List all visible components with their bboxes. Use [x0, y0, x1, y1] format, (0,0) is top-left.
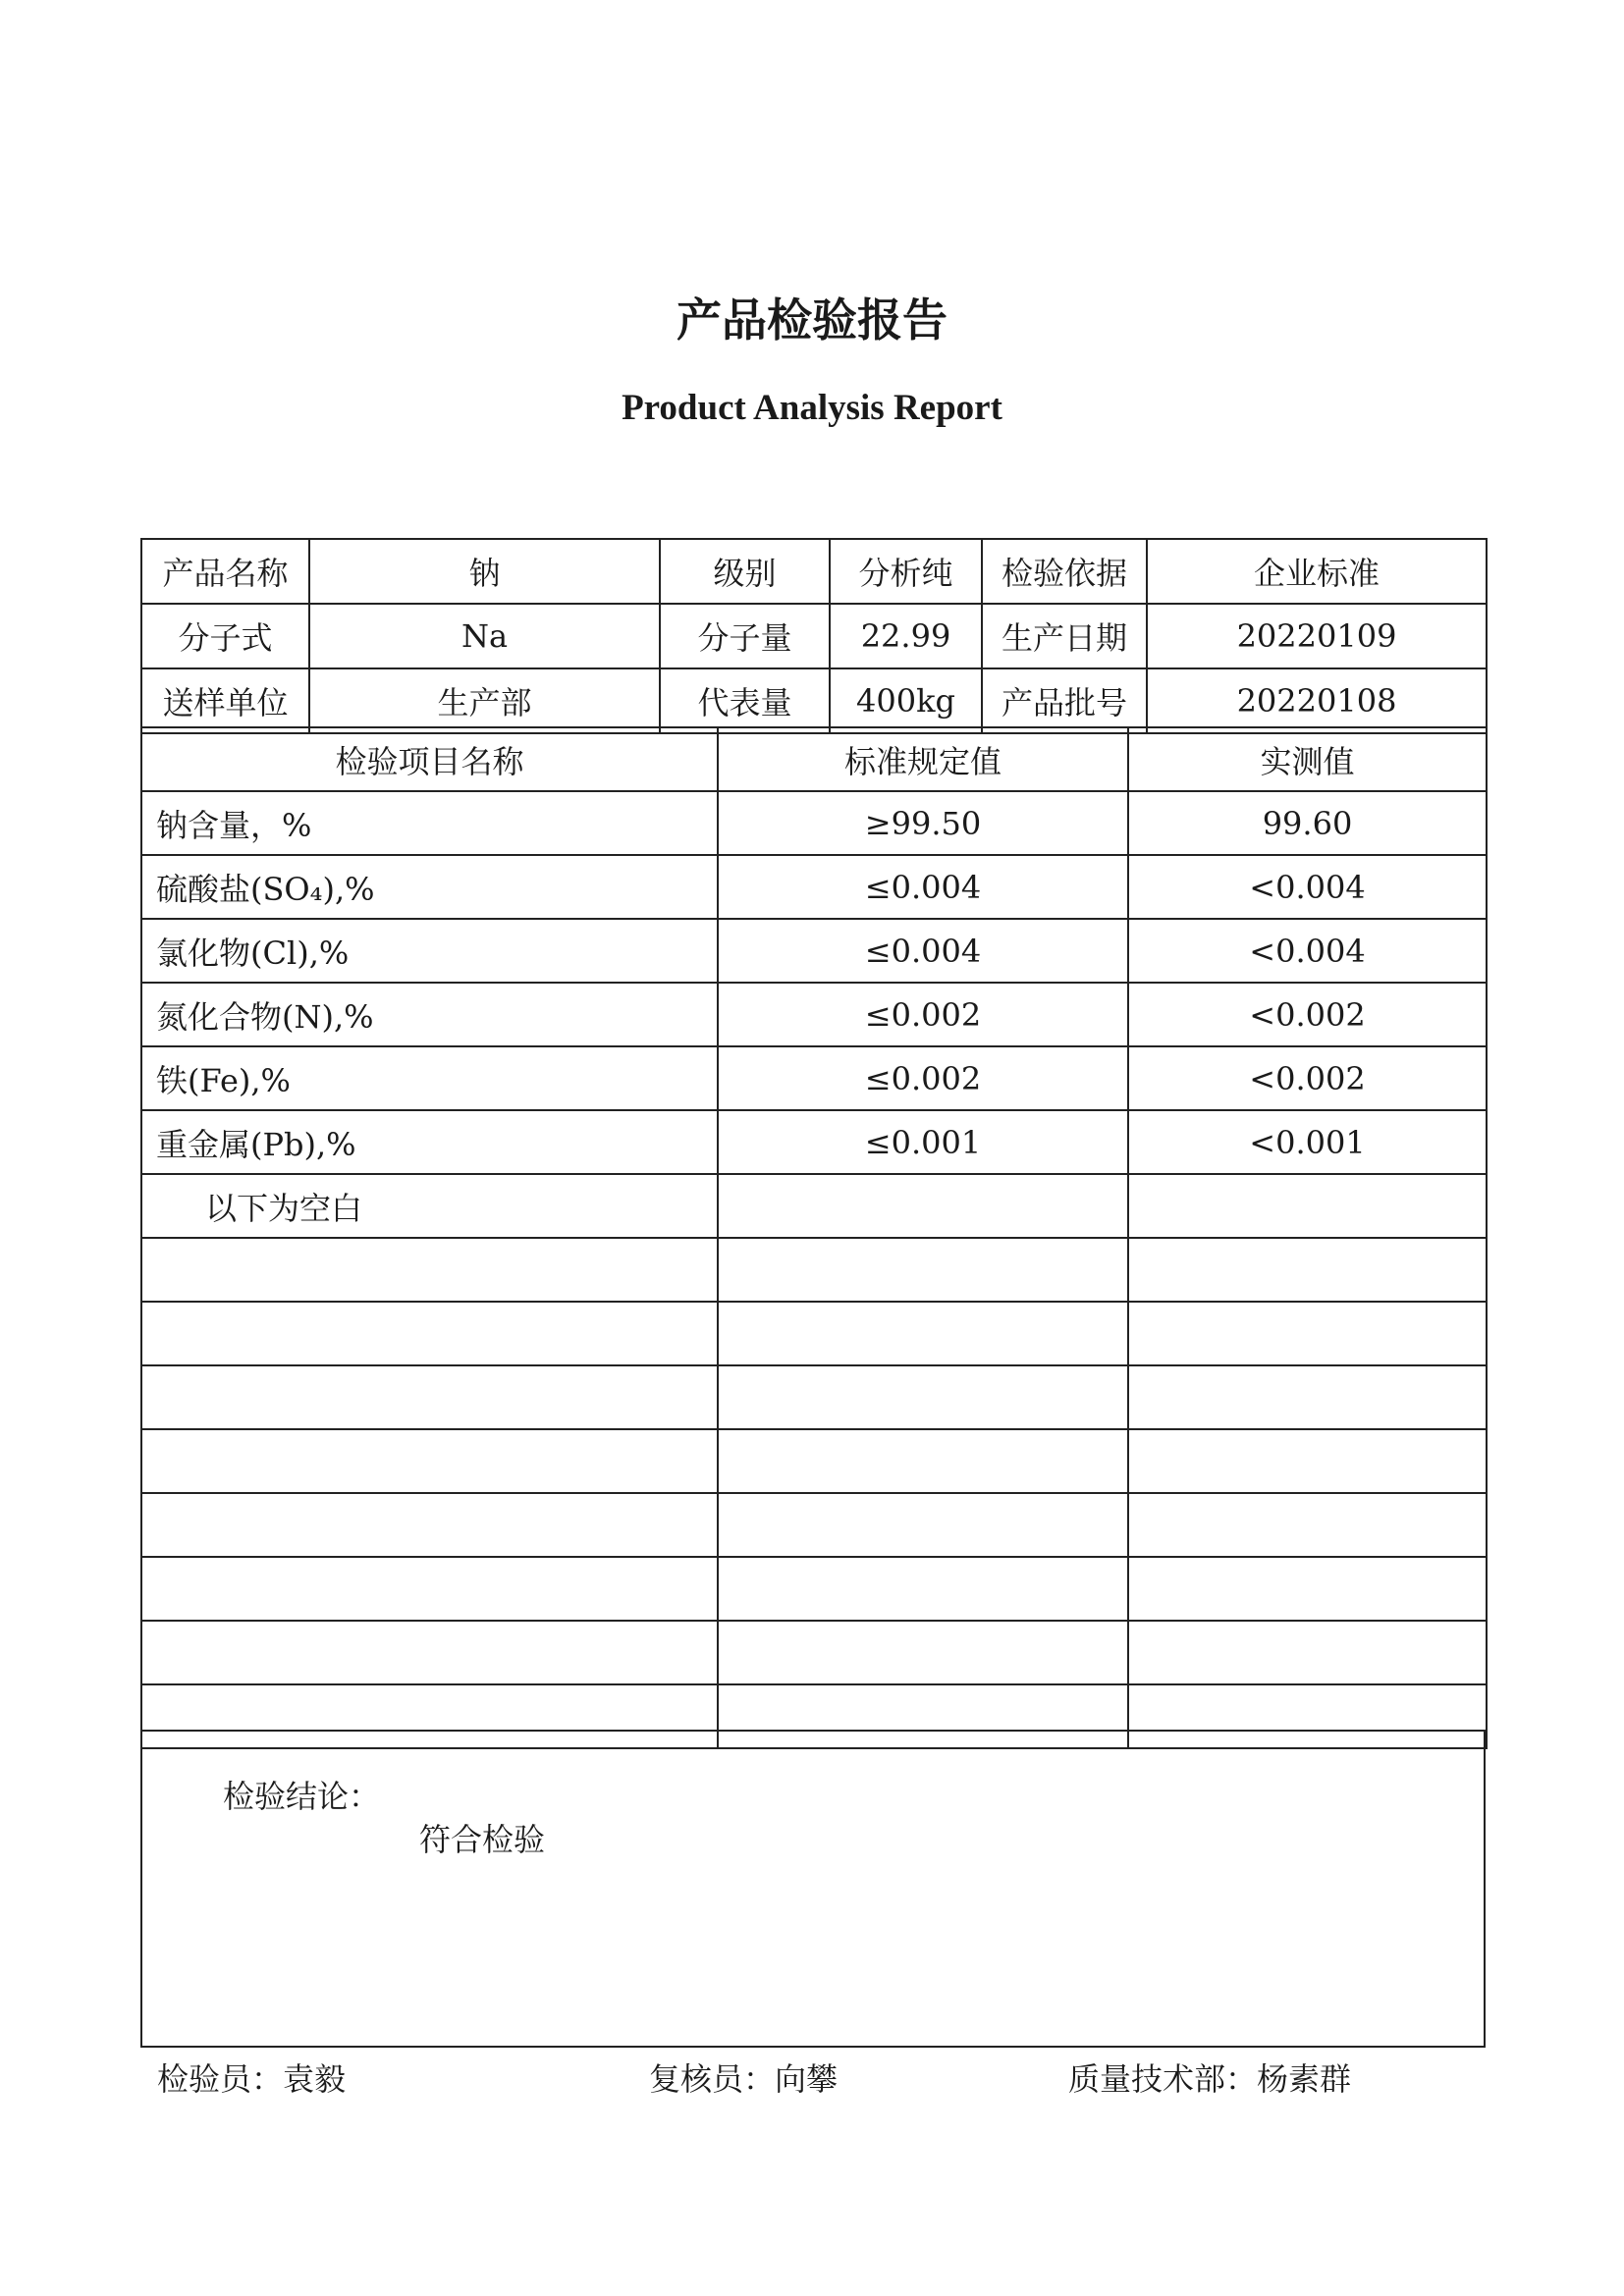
empty-cell — [718, 1621, 1128, 1684]
empty-cell — [1128, 1238, 1487, 1302]
empty-cell — [141, 1238, 718, 1302]
empty-cell — [141, 1493, 718, 1557]
quality-dept-signature: 质量技术部：杨素群 — [1068, 2060, 1352, 2098]
item-name: 硫酸盐(SO₄),% — [141, 855, 718, 919]
info-label: 产品批号 — [982, 668, 1147, 733]
measured-value: <0.004 — [1128, 919, 1487, 983]
info-row — [141, 668, 1487, 733]
empty-cell — [718, 1174, 1128, 1238]
table-row — [141, 919, 1487, 983]
empty-row — [141, 1557, 1487, 1621]
info-value: 20220108 — [1147, 668, 1487, 733]
empty-cell — [1128, 1174, 1487, 1238]
empty-cell — [718, 1302, 1128, 1365]
empty-cell — [1128, 1429, 1487, 1493]
empty-cell — [1128, 1621, 1487, 1684]
measured-value: <0.002 — [1128, 983, 1487, 1046]
table-row — [141, 855, 1487, 919]
header-row — [141, 727, 1487, 791]
standard-header: 标准规定值 — [718, 727, 1128, 791]
info-row — [141, 539, 1487, 604]
report-title: 产品检验报告 — [677, 294, 947, 347]
info-value: 生产部 — [309, 668, 660, 733]
empty-cell — [1128, 1493, 1487, 1557]
info-value: 400kg — [830, 668, 982, 733]
item-name: 钠含量，% — [141, 791, 718, 855]
reviewer-signature: 复核员：向攀 — [649, 2060, 839, 2098]
standard-value: ≤0.004 — [718, 855, 1128, 919]
table-row — [141, 1174, 1487, 1238]
table-row — [141, 1110, 1487, 1174]
blank-note: 以下为空白 — [141, 1174, 718, 1238]
info-value: 22.99 — [830, 604, 982, 668]
measured-value: <0.002 — [1128, 1046, 1487, 1110]
info-value: 钠 — [309, 539, 660, 604]
standard-value: ≥99.50 — [718, 791, 1128, 855]
info-label: 级别 — [660, 539, 830, 604]
inspector-signature: 检验员：袁毅 — [157, 2060, 347, 2098]
info-value: Na — [309, 604, 660, 668]
standard-value: ≤0.002 — [718, 1046, 1128, 1110]
empty-row — [141, 1429, 1487, 1493]
report-subtitle: Product Analysis Report — [622, 388, 1002, 428]
empty-row — [141, 1493, 1487, 1557]
empty-cell — [718, 1238, 1128, 1302]
info-row — [141, 604, 1487, 668]
standard-value: ≤0.002 — [718, 983, 1128, 1046]
info-value: 20220109 — [1147, 604, 1487, 668]
info-label: 产品名称 — [141, 539, 309, 604]
info-label: 代表量 — [660, 668, 830, 733]
empty-cell — [141, 1365, 718, 1429]
empty-cell — [718, 1557, 1128, 1621]
info-label: 生产日期 — [982, 604, 1147, 668]
measured-header: 实测值 — [1128, 727, 1487, 791]
empty-cell — [718, 1493, 1128, 1557]
standard-value: ≤0.001 — [718, 1110, 1128, 1174]
table-row — [141, 1046, 1487, 1110]
conclusion-box — [140, 1730, 1486, 2048]
empty-cell — [1128, 1557, 1487, 1621]
info-label: 分子式 — [141, 604, 309, 668]
inspection-table — [140, 726, 1488, 1749]
empty-row — [141, 1365, 1487, 1429]
info-label: 分子量 — [660, 604, 830, 668]
item-name: 氮化合物(N),% — [141, 983, 718, 1046]
empty-cell — [141, 1302, 718, 1365]
empty-row — [141, 1621, 1487, 1684]
empty-cell — [1128, 1365, 1487, 1429]
table-row — [141, 983, 1487, 1046]
empty-cell — [1128, 1302, 1487, 1365]
empty-row — [141, 1238, 1487, 1302]
info-label: 检验依据 — [982, 539, 1147, 604]
empty-cell — [141, 1621, 718, 1684]
measured-value: 99.60 — [1128, 791, 1487, 855]
empty-cell — [141, 1557, 718, 1621]
item-name: 氯化物(Cl),% — [141, 919, 718, 983]
empty-cell — [718, 1365, 1128, 1429]
item-name: 重金属(Pb),% — [141, 1110, 718, 1174]
info-label: 送样单位 — [141, 668, 309, 733]
conclusion-text: 符合检验 — [419, 1821, 546, 1858]
empty-cell — [141, 1429, 718, 1493]
conclusion-label: 检验结论： — [223, 1778, 381, 1815]
standard-value: ≤0.004 — [718, 919, 1128, 983]
empty-row — [141, 1302, 1487, 1365]
measured-value: <0.001 — [1128, 1110, 1487, 1174]
table-row — [141, 791, 1487, 855]
empty-cell — [718, 1429, 1128, 1493]
measured-value: <0.004 — [1128, 855, 1487, 919]
info-value: 分析纯 — [830, 539, 982, 604]
product-info-table — [140, 538, 1488, 734]
item-name: 铁(Fe),% — [141, 1046, 718, 1110]
info-value: 企业标准 — [1147, 539, 1487, 604]
item-header: 检验项目名称 — [141, 727, 718, 791]
